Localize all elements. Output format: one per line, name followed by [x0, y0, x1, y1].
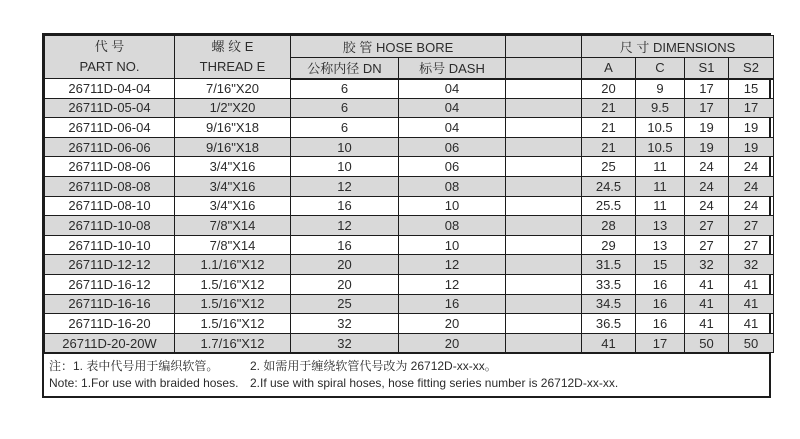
- cell-dash: 06: [399, 137, 506, 157]
- cell-part-no: 26711D-10-08: [45, 216, 175, 236]
- header-blank-bottom: [506, 58, 582, 79]
- cell-s2: 41: [729, 314, 774, 334]
- table-row: [45, 216, 774, 236]
- cell-blank: [506, 176, 582, 196]
- table-row: [45, 255, 774, 275]
- cell-s1: 24: [685, 176, 729, 196]
- cell-part-no: 26711D-08-06: [45, 157, 175, 177]
- cell-dash: 20: [399, 333, 506, 353]
- cell-s2: 19: [729, 137, 774, 157]
- cell-thread-e: 1.7/16"X12: [175, 333, 291, 353]
- cell-dn: 20: [291, 274, 399, 294]
- cell-a: 21: [582, 137, 636, 157]
- cell-dn: 32: [291, 333, 399, 353]
- cell-thread-e: 1.5/16"X12: [175, 314, 291, 334]
- cell-dash: 12: [399, 255, 506, 275]
- cell-dash: 08: [399, 176, 506, 196]
- cell-a: 29: [582, 235, 636, 255]
- note-cn-2: 2. 如需用于缠绕软管代号改为 26712D-xx-xx。: [250, 359, 497, 374]
- cell-s2: 41: [729, 294, 774, 314]
- cell-s2: 17: [729, 98, 774, 118]
- table-row: [45, 98, 774, 118]
- cell-a: 25: [582, 157, 636, 177]
- note-en-1: Note: 1.For use with braided hoses.: [49, 376, 239, 391]
- header-dn: 公称内径 DN: [291, 58, 399, 79]
- cell-s1: 19: [685, 137, 729, 157]
- cell-thread-e: 1.1/16"X12: [175, 255, 291, 275]
- cell-thread-e: 1.5/16"X12: [175, 274, 291, 294]
- cell-blank: [506, 118, 582, 138]
- cell-s1: 27: [685, 235, 729, 255]
- cell-part-no: 26711D-16-20: [45, 314, 175, 334]
- header-dim-c: C: [636, 58, 685, 79]
- cell-part-no: 26711D-16-12: [45, 274, 175, 294]
- table-row: [45, 314, 774, 334]
- cell-part-no: 26711D-06-04: [45, 118, 175, 138]
- table-row: [45, 274, 774, 294]
- cell-c: 16: [636, 274, 685, 294]
- cell-s2: 24: [729, 196, 774, 216]
- cell-c: 10.5: [636, 137, 685, 157]
- table-row: [45, 157, 774, 177]
- header-part-no-en: PART NO.: [79, 59, 140, 74]
- cell-part-no: 26711D-16-16: [45, 294, 175, 314]
- cell-part-no: 26711D-05-04: [45, 98, 175, 118]
- cell-dash: 10: [399, 235, 506, 255]
- note-cn-1: 注：1. 表中代号用于编织软管。: [49, 359, 219, 374]
- table-row: [45, 176, 774, 196]
- cell-s1: 27: [685, 216, 729, 236]
- cell-thread-e: 3/4"X16: [175, 176, 291, 196]
- cell-c: 16: [636, 314, 685, 334]
- cell-dn: 12: [291, 176, 399, 196]
- cell-part-no: 26711D-08-10: [45, 196, 175, 216]
- cell-blank: [506, 294, 582, 314]
- header-dim-s2: S2: [729, 58, 774, 79]
- table-row: [45, 118, 774, 138]
- spec-sheet: [42, 33, 771, 398]
- cell-blank: [506, 137, 582, 157]
- cell-blank: [506, 255, 582, 275]
- header-dim-a: A: [582, 58, 636, 79]
- header-thread-e-en: THREAD E: [199, 59, 266, 74]
- cell-c: 17: [636, 333, 685, 353]
- cell-dn: 10: [291, 157, 399, 177]
- table-row: [45, 333, 774, 353]
- cell-s1: 24: [685, 157, 729, 177]
- cell-part-no: 26711D-08-08: [45, 176, 175, 196]
- header-dimensions: 尺 寸 DIMENSIONS: [582, 36, 774, 58]
- cell-s2: 15: [729, 79, 774, 99]
- cell-a: 20: [582, 79, 636, 99]
- cell-thread-e: 7/8"X14: [175, 235, 291, 255]
- cell-dn: 12: [291, 216, 399, 236]
- cell-dn: 25: [291, 294, 399, 314]
- cell-s1: 17: [685, 98, 729, 118]
- cell-a: 24.5: [582, 176, 636, 196]
- cell-blank: [506, 79, 582, 99]
- cell-blank: [506, 157, 582, 177]
- cell-c: 13: [636, 216, 685, 236]
- header-dash: 标号 DASH: [399, 58, 506, 79]
- cell-blank: [506, 333, 582, 353]
- cell-dash: 04: [399, 98, 506, 118]
- cell-c: 11: [636, 196, 685, 216]
- header-blank-top: [506, 36, 582, 58]
- cell-part-no: 26711D-20-20W: [45, 333, 175, 353]
- header-part-no-cn: 代 号: [94, 39, 125, 54]
- table-body: [45, 79, 774, 353]
- cell-c: 15: [636, 255, 685, 275]
- cell-blank: [506, 274, 582, 294]
- note-en-2: 2.If use with spiral hoses, hose fitting series number is 26712D-xx-xx.: [250, 376, 619, 391]
- cell-thread-e: 3/4"X16: [175, 157, 291, 177]
- table-row: [45, 79, 774, 99]
- cell-c: 9.5: [636, 98, 685, 118]
- cell-dn: 6: [291, 79, 399, 99]
- cell-blank: [506, 98, 582, 118]
- cell-c: 10.5: [636, 118, 685, 138]
- cell-s1: 32: [685, 255, 729, 275]
- header-dim-s1: S1: [685, 58, 729, 79]
- cell-a: 21: [582, 98, 636, 118]
- cell-a: 21: [582, 118, 636, 138]
- cell-a: 41: [582, 333, 636, 353]
- cell-part-no: 26711D-04-04: [45, 79, 175, 99]
- cell-blank: [506, 216, 582, 236]
- cell-part-no: 26711D-06-06: [45, 137, 175, 157]
- note-line-en: [49, 375, 765, 392]
- cell-dn: 16: [291, 235, 399, 255]
- cell-thread-e: 1.5/16"X12: [175, 294, 291, 314]
- cell-thread-e: 1/2"X20: [175, 98, 291, 118]
- cell-dash: 06: [399, 157, 506, 177]
- table-row: [45, 196, 774, 216]
- cell-dash: 12: [399, 274, 506, 294]
- cell-a: 34.5: [582, 294, 636, 314]
- cell-a: 28: [582, 216, 636, 236]
- cell-a: 25.5: [582, 196, 636, 216]
- cell-dash: 08: [399, 216, 506, 236]
- cell-s2: 41: [729, 274, 774, 294]
- cell-s1: 41: [685, 294, 729, 314]
- cell-dash: 04: [399, 118, 506, 138]
- cell-s2: 32: [729, 255, 774, 275]
- cell-s2: 27: [729, 235, 774, 255]
- table-row: [45, 137, 774, 157]
- cell-dash: 16: [399, 294, 506, 314]
- cell-thread-e: 9/16"X18: [175, 137, 291, 157]
- cell-dn: 16: [291, 196, 399, 216]
- cell-part-no: 26711D-10-10: [45, 235, 175, 255]
- cell-s2: 24: [729, 157, 774, 177]
- cell-s1: 19: [685, 118, 729, 138]
- cell-s2: 24: [729, 176, 774, 196]
- cell-a: 36.5: [582, 314, 636, 334]
- cell-thread-e: 7/16"X20: [175, 79, 291, 99]
- cell-s1: 41: [685, 314, 729, 334]
- cell-dn: 6: [291, 118, 399, 138]
- cell-thread-e: 9/16"X18: [175, 118, 291, 138]
- cell-dash: 20: [399, 314, 506, 334]
- cell-s1: 17: [685, 79, 729, 99]
- notes-section: [44, 353, 769, 396]
- cell-dash: 04: [399, 79, 506, 99]
- cell-dn: 20: [291, 255, 399, 275]
- cell-s1: 24: [685, 196, 729, 216]
- cell-blank: [506, 235, 582, 255]
- cell-s1: 41: [685, 274, 729, 294]
- cell-blank: [506, 196, 582, 216]
- cell-c: 16: [636, 294, 685, 314]
- header-part-no: [45, 36, 175, 79]
- table-header: [45, 36, 774, 79]
- cell-s2: 27: [729, 216, 774, 236]
- cell-s2: 19: [729, 118, 774, 138]
- cell-a: 31.5: [582, 255, 636, 275]
- note-line-cn: [49, 358, 765, 375]
- cell-c: 11: [636, 176, 685, 196]
- cell-part-no: 26711D-12-12: [45, 255, 175, 275]
- cell-dash: 10: [399, 196, 506, 216]
- cell-thread-e: 3/4"X16: [175, 196, 291, 216]
- table-row: [45, 294, 774, 314]
- cell-dn: 6: [291, 98, 399, 118]
- table-row: [45, 235, 774, 255]
- cell-c: 11: [636, 157, 685, 177]
- cell-s2: 50: [729, 333, 774, 353]
- cell-c: 13: [636, 235, 685, 255]
- cell-thread-e: 7/8"X14: [175, 216, 291, 236]
- cell-dn: 10: [291, 137, 399, 157]
- header-thread-e-cn: 螺 纹 E: [211, 39, 254, 54]
- spec-table: [44, 35, 774, 353]
- cell-c: 9: [636, 79, 685, 99]
- header-hose-bore: 胶 管 HOSE BORE: [291, 36, 506, 58]
- cell-s1: 50: [685, 333, 729, 353]
- cell-blank: [506, 314, 582, 334]
- cell-a: 33.5: [582, 274, 636, 294]
- cell-dn: 32: [291, 314, 399, 334]
- header-thread-e: [175, 36, 291, 79]
